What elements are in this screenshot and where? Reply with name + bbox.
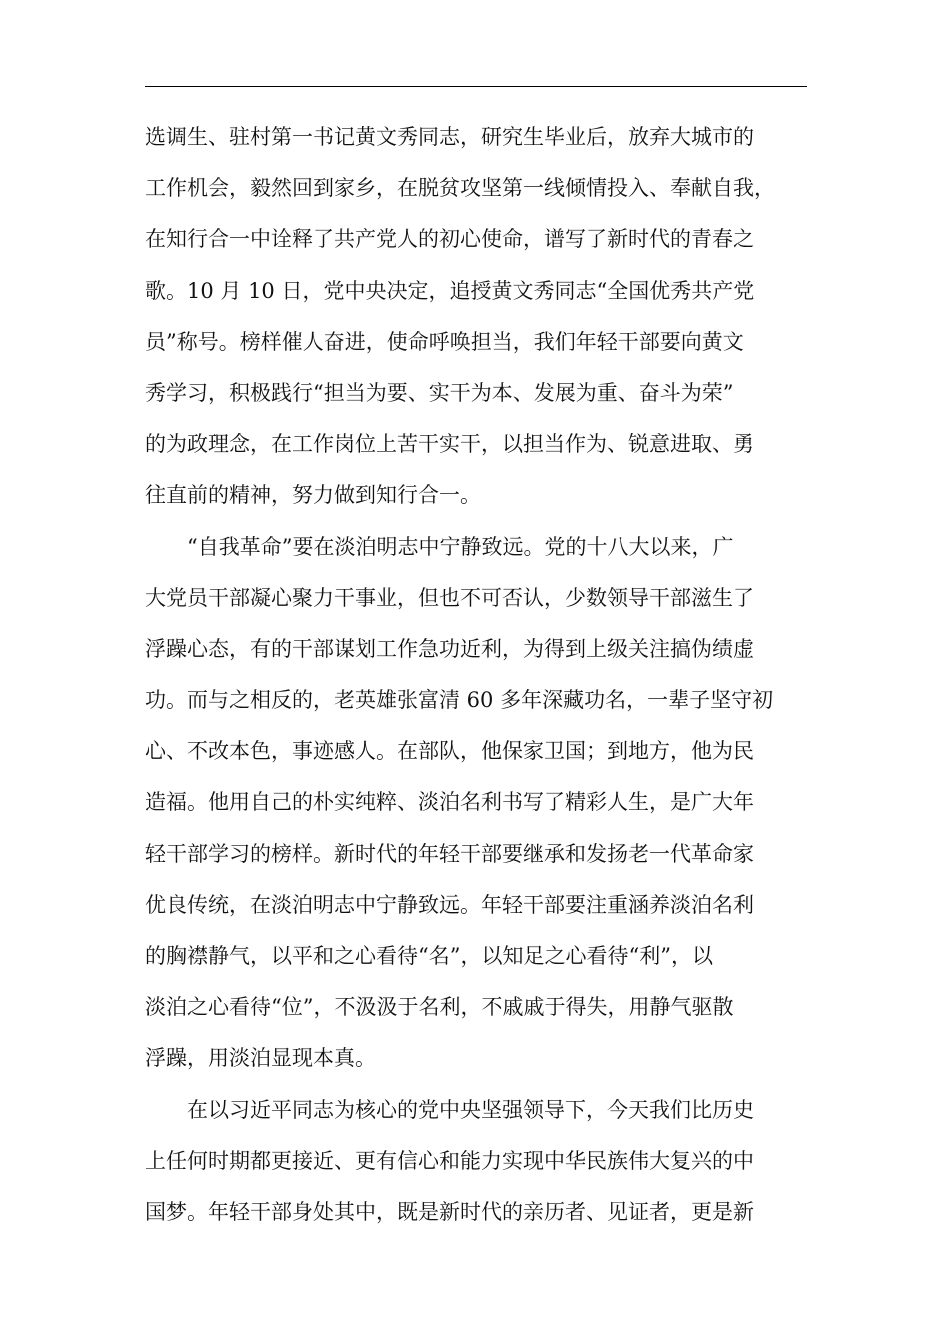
text-line: 浮躁，用淡泊显现本真。 bbox=[145, 1046, 376, 1071]
text-line: 心、不改本色，事迹感人。在部队，他保家卫国；到地方，他为民 bbox=[145, 739, 754, 764]
text-line: 淡泊之心看待“位”，不汲汲于名利，不戚戚于得失，用静气驱散 bbox=[145, 995, 734, 1020]
text-line: 往直前的精神，努力做到知行合一。 bbox=[145, 483, 481, 508]
text-line: 上任何时期都更接近、更有信心和能力实现中华民族伟大复兴的中 bbox=[145, 1148, 754, 1173]
text-line: 在知行合一中诠释了共产党人的初心使命，谱写了新时代的青春之 bbox=[145, 227, 754, 252]
text-line: “自我革命”要在淡泊明志中宁静致远。党的十八大以来，广 bbox=[187, 534, 734, 559]
body-text bbox=[145, 112, 817, 1238]
text-line: 在以习近平同志为核心的党中央坚强领导下，今天我们比历史 bbox=[187, 1097, 754, 1122]
text-line: 的胸襟静气，以平和之心看待“名”，以知足之心看待“利”，以 bbox=[145, 944, 713, 968]
text-line: 优良传统，在淡泊明志中宁静致远。年轻干部要注重涵养淡泊名利 bbox=[145, 892, 754, 917]
paragraph-3 bbox=[145, 1085, 817, 1239]
text-line: 国梦。年轻干部身处其中，既是新时代的亲历者、见证者，更是新 bbox=[145, 1199, 754, 1224]
text-line: 工作机会，毅然回到家乡，在脱贫攻坚第一线倾情投入、奉献自我， bbox=[145, 176, 775, 201]
text-line: 秀学习，积极践行“担当为要、实干为本、发展为重、奋斗为荣” bbox=[145, 380, 734, 405]
header-rule bbox=[145, 86, 807, 87]
text-line: 的为政理念，在工作岗位上苦干实干，以担当作为、锐意进取、勇 bbox=[145, 432, 754, 457]
text-line: 功。而与之相反的，老英雄张富清 60 多年深藏功名，一辈子坚守初 bbox=[145, 688, 774, 713]
paragraph-1 bbox=[145, 112, 817, 522]
text-line: 歌。10 月 10 日，党中央决定，追授黄文秀同志“全国优秀共产党 bbox=[145, 278, 755, 303]
text-line: 大党员干部凝心聚力干事业，但也不可否认，少数领导干部滋生了 bbox=[145, 585, 754, 610]
text-line: 造福。他用自己的朴实纯粹、淡泊名利书写了精彩人生，是广大年 bbox=[145, 790, 754, 815]
text-line: 员”称号。榜样催人奋进，使命呼唤担当，我们年轻干部要向黄文 bbox=[145, 329, 744, 354]
text-line: 轻干部学习的榜样。新时代的年轻干部要继承和发扬老一代革命家 bbox=[145, 841, 754, 866]
paragraph-2 bbox=[145, 522, 817, 1085]
text-line: 选调生、驻村第一书记黄文秀同志，研究生毕业后，放弃大城市的 bbox=[145, 125, 754, 149]
text-line: 浮躁心态，有的干部谋划工作急功近利，为得到上级关注搞伪绩虚 bbox=[145, 636, 754, 661]
